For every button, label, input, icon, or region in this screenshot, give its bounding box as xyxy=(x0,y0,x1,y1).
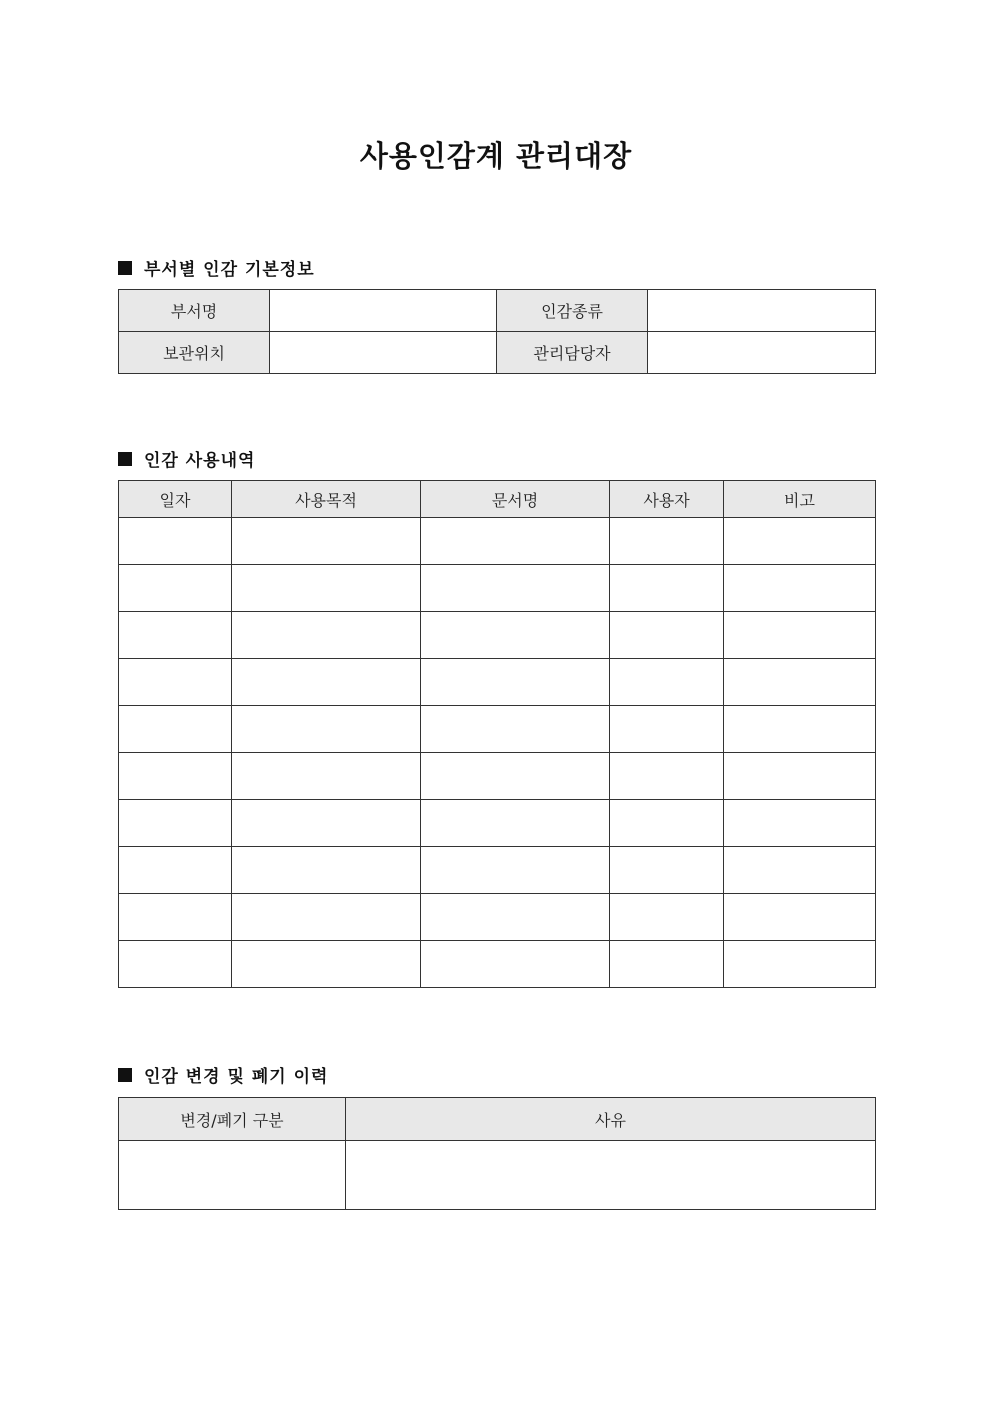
col-header-user: 사용자 xyxy=(610,481,724,518)
note-cell[interactable] xyxy=(724,518,876,565)
section-heading-usage xyxy=(118,446,255,471)
purpose-cell[interactable] xyxy=(232,659,421,706)
date-cell[interactable] xyxy=(119,753,232,800)
square-bullet-icon xyxy=(118,1068,132,1082)
document-cell[interactable] xyxy=(421,659,610,706)
date-cell[interactable] xyxy=(119,800,232,847)
date-cell[interactable] xyxy=(119,706,232,753)
usage-table xyxy=(118,480,876,988)
user-cell[interactable] xyxy=(610,847,724,894)
user-cell[interactable] xyxy=(610,800,724,847)
table-row xyxy=(119,706,876,753)
note-cell[interactable] xyxy=(724,847,876,894)
date-cell[interactable] xyxy=(119,565,232,612)
user-cell[interactable] xyxy=(610,659,724,706)
user-cell[interactable] xyxy=(610,706,724,753)
col-header-change-type: 변경/폐기 구분 xyxy=(119,1098,346,1141)
purpose-cell[interactable] xyxy=(232,941,421,988)
document-cell[interactable] xyxy=(421,753,610,800)
history-table xyxy=(118,1097,876,1210)
col-header-note: 비고 xyxy=(724,481,876,518)
value-seal-type[interactable] xyxy=(648,290,876,332)
basic-info-table xyxy=(118,289,876,374)
date-cell[interactable] xyxy=(119,894,232,941)
purpose-cell[interactable] xyxy=(232,753,421,800)
purpose-cell[interactable] xyxy=(232,612,421,659)
document-cell[interactable] xyxy=(421,706,610,753)
document-cell[interactable] xyxy=(421,612,610,659)
value-dept[interactable] xyxy=(270,290,497,332)
note-cell[interactable] xyxy=(724,706,876,753)
date-cell[interactable] xyxy=(119,847,232,894)
square-bullet-icon xyxy=(118,261,132,275)
user-cell[interactable] xyxy=(610,518,724,565)
label-seal-type: 인감종류 xyxy=(497,290,648,332)
table-row xyxy=(119,565,876,612)
label-location: 보관위치 xyxy=(119,332,270,374)
section-heading-basic xyxy=(118,255,315,280)
note-cell[interactable] xyxy=(724,753,876,800)
reason-cell[interactable] xyxy=(346,1141,876,1210)
purpose-cell[interactable] xyxy=(232,894,421,941)
col-header-date: 일자 xyxy=(119,481,232,518)
label-dept: 부서명 xyxy=(119,290,270,332)
date-cell[interactable] xyxy=(119,518,232,565)
user-cell[interactable] xyxy=(610,612,724,659)
table-row xyxy=(119,847,876,894)
section-heading-history xyxy=(118,1062,328,1087)
date-cell[interactable] xyxy=(119,941,232,988)
table-row xyxy=(119,518,876,565)
purpose-cell[interactable] xyxy=(232,847,421,894)
table-row xyxy=(119,659,876,706)
purpose-cell[interactable] xyxy=(232,565,421,612)
table-row xyxy=(119,753,876,800)
purpose-cell[interactable] xyxy=(232,800,421,847)
section-heading-usage-text: 인감 사용내역 xyxy=(144,451,256,471)
section-heading-history-text: 인감 변경 및 폐기 이력 xyxy=(144,1067,329,1087)
table-row xyxy=(119,1141,876,1210)
table-row xyxy=(119,894,876,941)
note-cell[interactable] xyxy=(724,612,876,659)
table-row xyxy=(119,612,876,659)
purpose-cell[interactable] xyxy=(232,706,421,753)
col-header-purpose: 사용목적 xyxy=(232,481,421,518)
document-cell[interactable] xyxy=(421,518,610,565)
document-cell[interactable] xyxy=(421,894,610,941)
page-title: 사용인감계 관리대장 xyxy=(359,139,633,173)
note-cell[interactable] xyxy=(724,659,876,706)
user-cell[interactable] xyxy=(610,753,724,800)
user-cell[interactable] xyxy=(610,565,724,612)
change-type-cell[interactable] xyxy=(119,1141,346,1210)
table-row xyxy=(119,800,876,847)
note-cell[interactable] xyxy=(724,941,876,988)
date-cell[interactable] xyxy=(119,659,232,706)
col-header-reason: 사유 xyxy=(346,1098,876,1141)
value-location[interactable] xyxy=(270,332,497,374)
document-cell[interactable] xyxy=(421,565,610,612)
document-cell[interactable] xyxy=(421,847,610,894)
user-cell[interactable] xyxy=(610,941,724,988)
note-cell[interactable] xyxy=(724,565,876,612)
col-header-document: 문서명 xyxy=(421,481,610,518)
user-cell[interactable] xyxy=(610,894,724,941)
document-cell[interactable] xyxy=(421,800,610,847)
value-manager[interactable] xyxy=(648,332,876,374)
label-manager: 관리담당자 xyxy=(497,332,648,374)
section-heading-basic-text: 부서별 인감 기본정보 xyxy=(144,260,315,280)
square-bullet-icon xyxy=(118,452,132,466)
table-row xyxy=(119,941,876,988)
purpose-cell[interactable] xyxy=(232,518,421,565)
note-cell[interactable] xyxy=(724,800,876,847)
date-cell[interactable] xyxy=(119,612,232,659)
document-cell[interactable] xyxy=(421,941,610,988)
note-cell[interactable] xyxy=(724,894,876,941)
